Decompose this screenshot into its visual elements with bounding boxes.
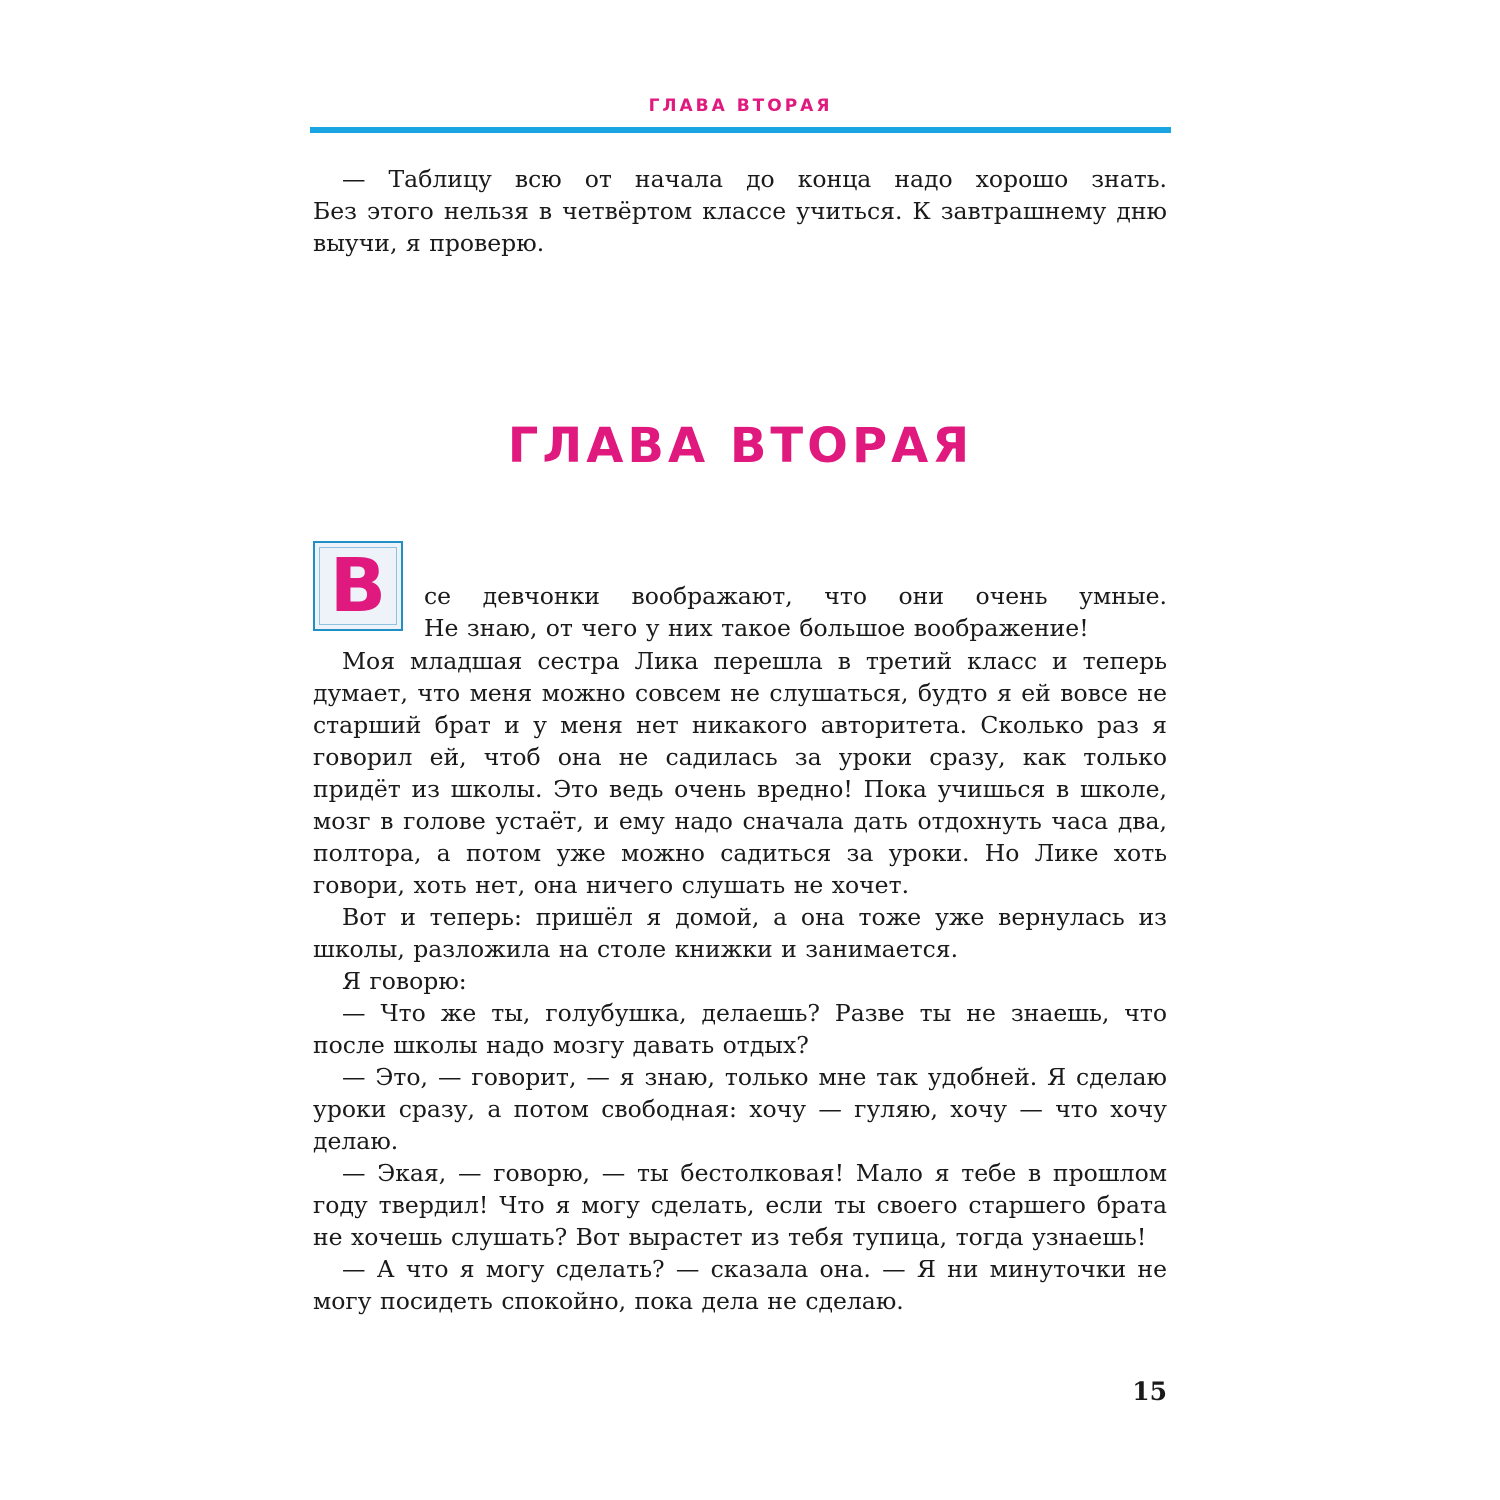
paragraph: Я говорю:	[342, 967, 467, 995]
chapter-title: ГЛАВА ВТОРАЯ	[507, 418, 974, 474]
paragraph: — А что я могу сделать? — сказала она. — Я ни минуточки не могу посидеть спокойно, пока дела не сделаю.	[313, 1255, 1167, 1315]
paragraph: Вот и теперь: пришёл я домой, а она тоже уже вернулась из школы, разложила на столе книжки и занимается.	[313, 903, 1167, 963]
paragraph: Моя младшая сестра Лика перешла в третий класс и теперь думает, что меня можно совсем не слушаться, будто я ей вовсе не старший брат и у меня нет никакого авторитета. Сколько раз я говорил ей, чтоб она не садилась за уроки сразу, как только придёт из школы. Это ведь очень вредно! Пока учишься в школе, мозг в голове устаёт, и ему надо сначала дать отдохнуть часа два, полтора, а потом уже можно садиться за уроки. Но Лике хоть говори, хоть нет, она ничего слушать не хочет.	[313, 647, 1167, 899]
dropcap-box	[313, 541, 403, 631]
paragraph: — Что же ты, голубушка, делаешь? Разве ты не знаешь, что после школы надо мозгу давать отдых?	[313, 999, 1167, 1059]
first-paragraph	[424, 580, 1167, 644]
paragraph: — Это, — говорит, — я знаю, только мне так удобней. Я сделаю уроки сразу, а потом свободная: хочу — гуляю, хочу — что хочу делаю.	[313, 1063, 1167, 1155]
body-text	[313, 645, 1167, 1317]
running-head: ГЛАВА ВТОРАЯ	[648, 96, 833, 116]
paragraph: — Экая, — говорю, — ты бестолковая! Мало я тебе в прошлом году твердил! Что я могу сделать, если ты своего старшего брата не хочешь слушать? Вот вырастет из тебя тупица, тогда узнаешь!	[313, 1159, 1167, 1251]
intro-line-rest: Без этого нельзя в четвёртом классе учиться. К завтрашнему дню выучи, я проверю.	[313, 197, 1167, 257]
first-paragraph-line-2: Не знаю, от чего у них такое большое воображение!	[424, 614, 1089, 642]
page-number: 15	[1132, 1377, 1167, 1406]
intro-line-1: — Таблицу всю от начала до конца надо хорошо знать.	[342, 165, 1167, 193]
intro-paragraph	[313, 163, 1167, 259]
header-rule	[310, 127, 1171, 133]
first-paragraph-line-1: се девчонки воображают, что они очень умные.	[424, 582, 1167, 610]
dropcap-letter: В	[329, 543, 387, 629]
